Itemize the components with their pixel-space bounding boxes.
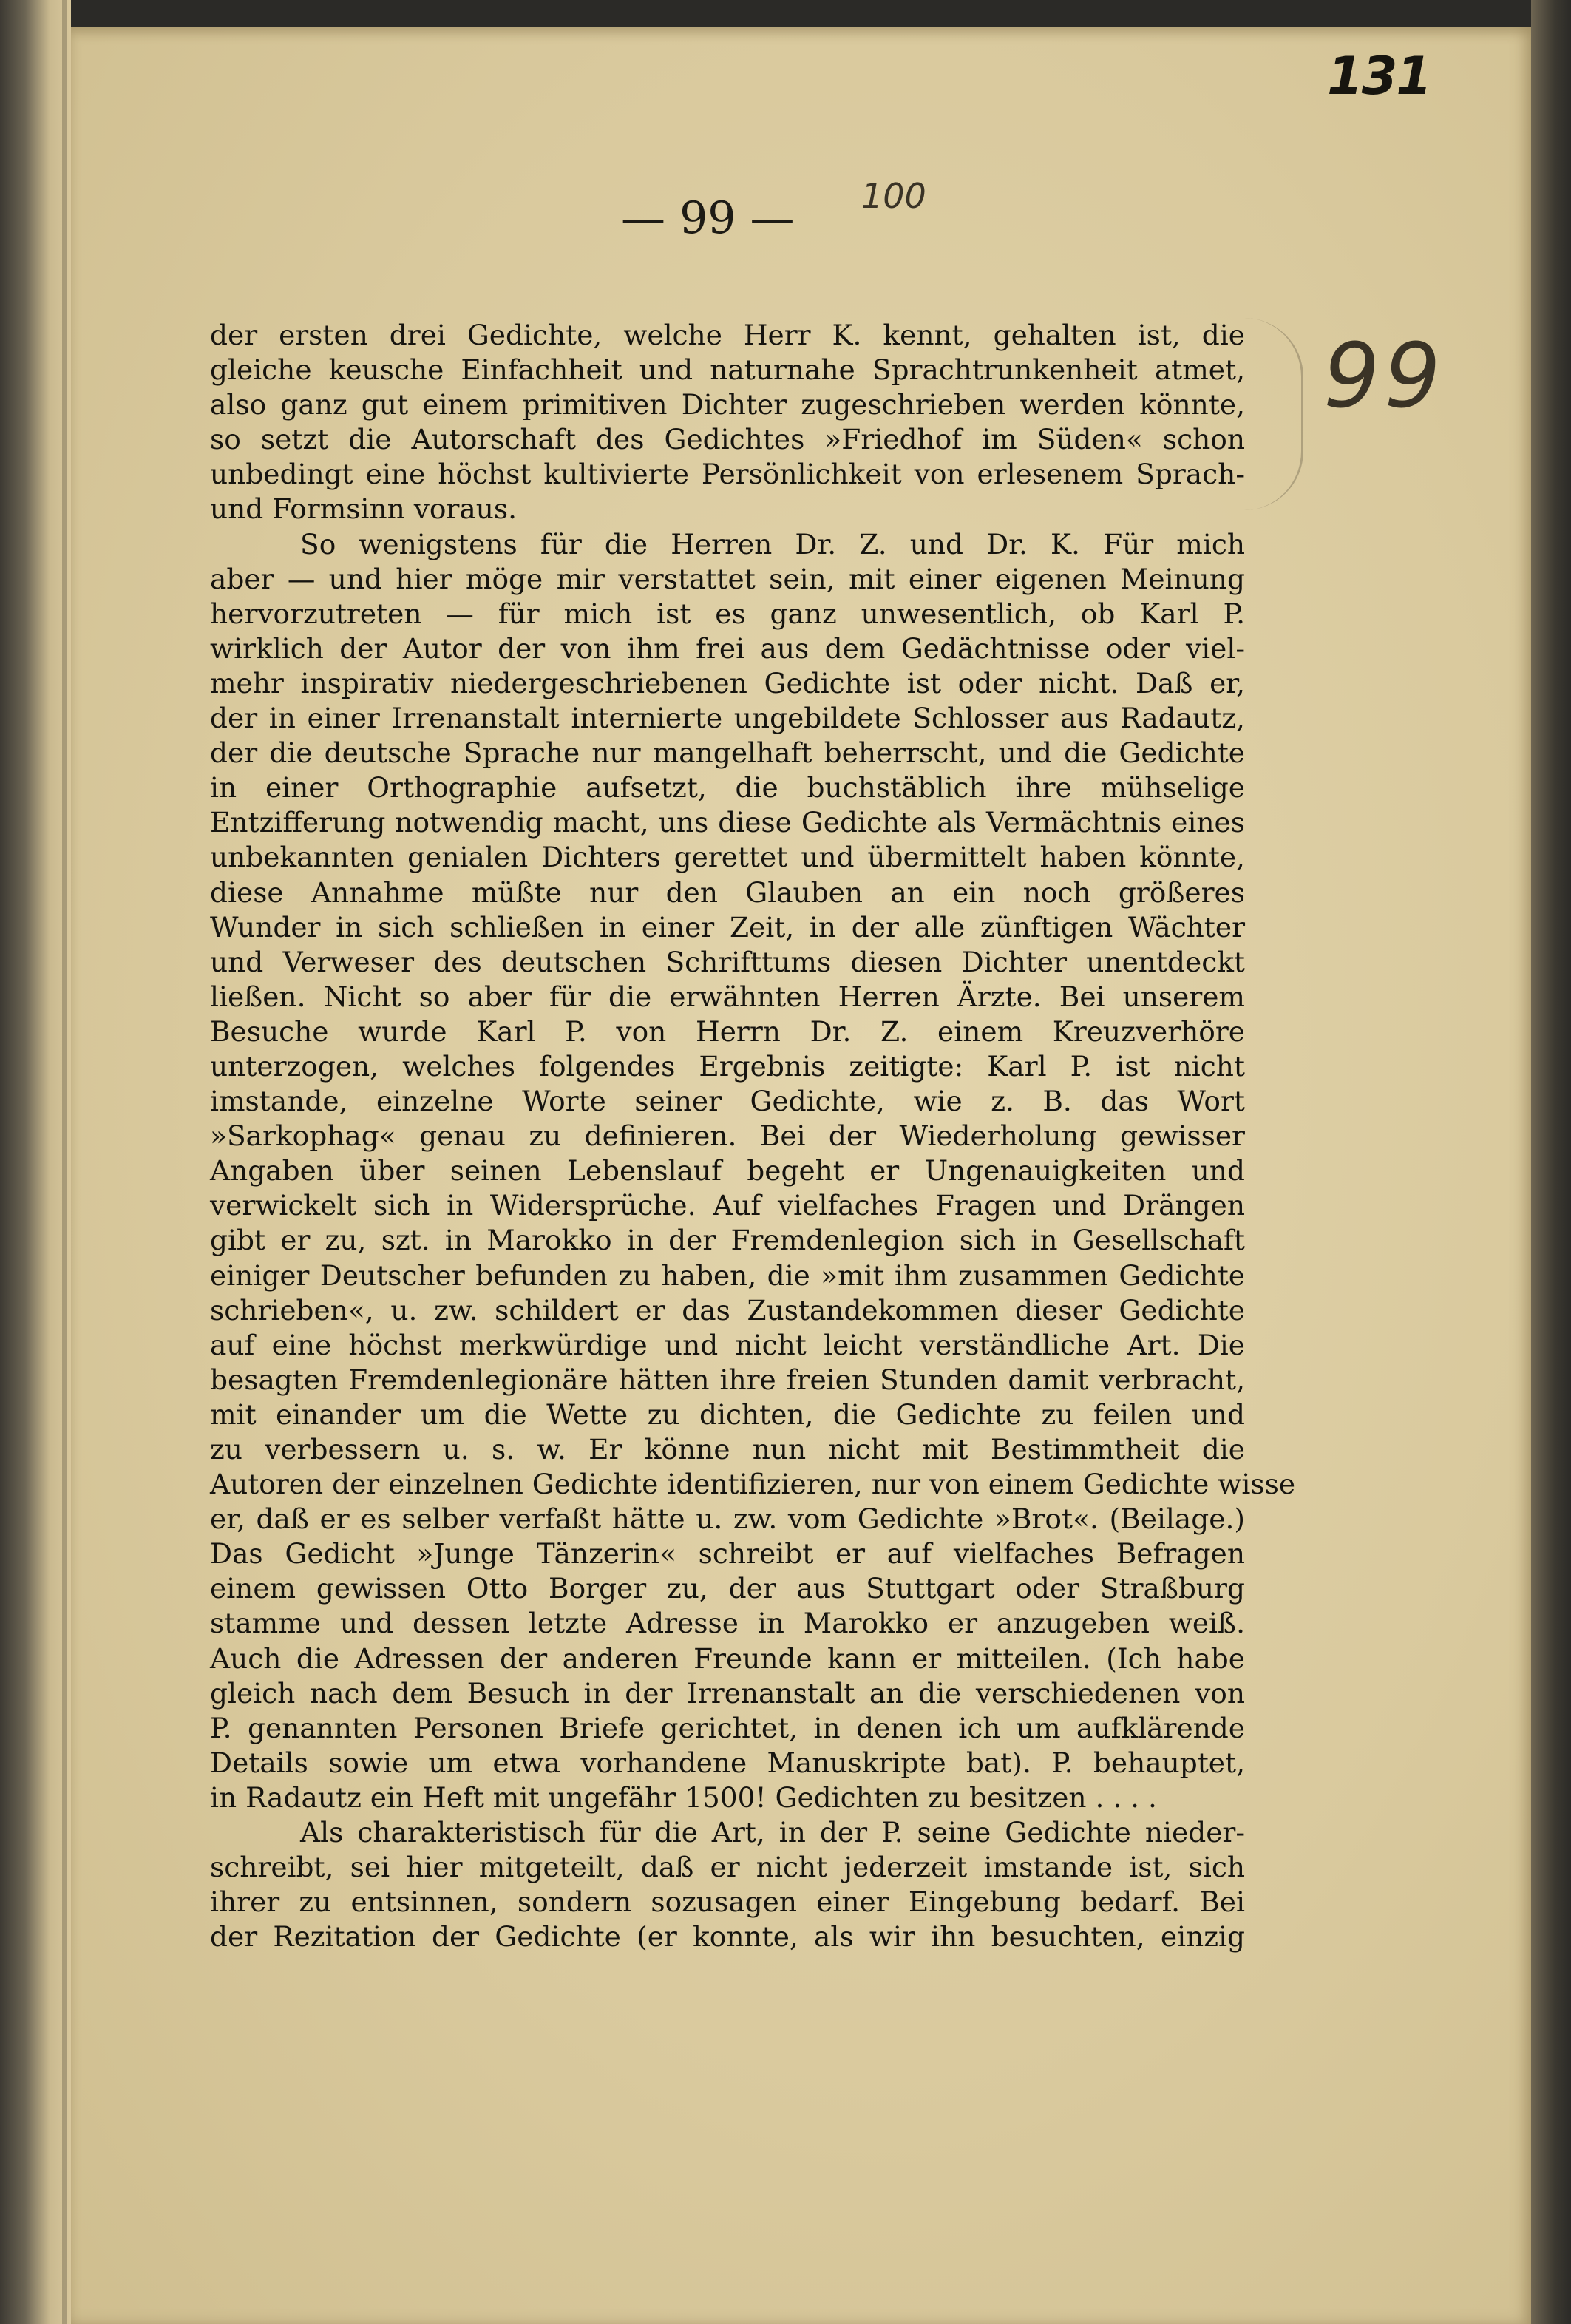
text-line: stamme und dessen letzte Adresse in Marokko er anzugeben weiß.	[210, 1607, 1245, 1640]
text-line: Besuche wurde Karl P. von Herrn Dr. Z. einem Kreuzverhöre	[210, 1014, 1245, 1048]
page-header-number: — 99 —	[621, 192, 795, 244]
text-line: unbekannten genialen Dichters gerettet und übermittelt haben könnte,	[210, 841, 1245, 874]
text-line: und Formsinn voraus.	[210, 492, 518, 526]
book-spine	[0, 0, 71, 2324]
text-line: mit einander um die Wette zu dichten, die Gedichte zu feilen und	[210, 1398, 1245, 1431]
text-line: Angaben über seinen Lebenslauf begeht er Ungenauigkeiten und	[210, 1154, 1245, 1188]
text-line: hervorzutreten — für mich ist es ganz unwesentlich, ob Karl P.	[210, 597, 1245, 630]
text-line: gleich nach dem Besuch in der Irrenanstalt an die verschiedenen von	[210, 1676, 1245, 1710]
text-line: Entzifferung notwendig macht, uns diese Gedichte als Vermächtnis eines	[210, 806, 1245, 839]
text-line: auf eine höchst merkwürdige und nicht leicht verständliche Art. Die	[210, 1328, 1245, 1361]
margin-bracket-mark	[1242, 318, 1303, 510]
text-line: Wunder in sich schließen in einer Zeit, in der alle zünftigen Wächter	[210, 910, 1245, 944]
text-line: in einer Orthographie aufsetzt, die buchstäblich ihre mühselige	[210, 771, 1245, 804]
text-line: ließen. Nicht so aber für die erwähnten Herren Ärzte. Bei unserem	[210, 980, 1245, 1013]
folio-number: 131	[1327, 46, 1431, 106]
text-line: verwickelt sich in Widersprüche. Auf vielfaches Fragen und Drängen	[210, 1189, 1245, 1222]
text-line: »Sarkophag« genau zu definieren. Bei der Wiederholung gewisser	[210, 1119, 1245, 1153]
text-line: Das Gedicht »Junge Tänzerin« schreibt er auf vielfaches Befragen	[210, 1537, 1245, 1571]
text-line: unterzogen, welches folgendes Ergebnis zeitigte: Karl P. ist nicht	[210, 1049, 1245, 1083]
text-line: einiger Deutscher befunden zu haben, die »mit ihm zusammen Gedichte	[210, 1258, 1245, 1292]
text-line: so setzt die Autorschaft des Gedichtes »Friedhof im Süden« schon	[210, 423, 1245, 456]
text-line: ihrer zu entsinnen, sondern sozusagen einer Eingebung bedarf. Bei	[210, 1886, 1245, 1919]
text-line: also ganz gut einem primitiven Dichter zugeschrieben werden könnte,	[210, 388, 1245, 421]
text-line: besagten Fremdenlegionäre hätten ihre freien Stunden damit verbracht,	[210, 1363, 1245, 1396]
text-line: er, daß er es selber verfaßt hätte u. zw. vom Gedichte »Brot«. (Beilage.)	[210, 1503, 1245, 1536]
text-line: P. genannten Personen Briefe gerichtet, in denen ich um aufklärende	[210, 1711, 1245, 1744]
text-line: der ersten drei Gedichte, welche Herr K. kennt, gehalten ist, die	[210, 319, 1245, 351]
handwritten-page-correction: 100	[861, 176, 926, 216]
text-line: und Verweser des deutschen Schrifttums diesen Dichter unentdeckt	[210, 945, 1245, 978]
handwritten-margin-note: 99	[1323, 325, 1445, 428]
text-line: schreibt, sei hier mitgeteilt, daß er nicht jederzeit imstande ist, sich	[210, 1851, 1245, 1884]
text-line: aber — und hier möge mir verstattet sein, mit einer eigenen Meinung	[210, 562, 1245, 595]
text-line: der die deutsche Sprache nur mangelhaft beherrscht, und die Gedichte	[210, 736, 1245, 770]
text-line: der Rezitation der Gedichte (er konnte, als wir ihn besuchten, einzig	[210, 1920, 1245, 1954]
text-line: Details sowie um etwa vorhandene Manuskripte bat). P. behauptet,	[210, 1746, 1245, 1779]
text-line: gibt er zu, szt. in Marokko in der Fremdenlegion sich in Gesellschaft	[210, 1224, 1245, 1257]
text-line: einem gewissen Otto Borger zu, der aus Stuttgart oder Straßburg	[210, 1572, 1245, 1605]
text-line: wirklich der Autor der von ihm frei aus dem Gedächtnisse oder viel-	[210, 631, 1245, 665]
text-line: mehr inspirativ niedergeschriebenen Gedichte ist oder nicht. Daß er,	[210, 666, 1245, 699]
text-line: der in einer Irrenanstalt internierte ungebildete Schlosser aus Radautz,	[210, 702, 1245, 735]
text-line: Autoren der einzelnen Gedichte identifizieren, nur von einem Gedichte wisse	[210, 1468, 1296, 1501]
page-edge-shadow	[1531, 0, 1571, 2324]
text-line: Auch die Adressen der anderen Freunde kann er mitteilen. (Ich habe	[210, 1642, 1245, 1675]
text-line: diese Annahme müßte nur den Glauben an ein noch größeres	[210, 875, 1245, 909]
body-text	[210, 318, 1296, 2019]
text-line: So wenigstens für die Herren Dr. Z. und Dr. K. Für mich	[300, 527, 1245, 560]
text-line: unbedingt eine höchst kultivierte Persönlichkeit von erlesenem Sprach-	[210, 458, 1245, 491]
text-line: imstande, einzelne Worte seiner Gedichte, wie z. B. das Wort	[210, 1085, 1245, 1118]
text-line: zu verbessern u. s. w. Er könne nun nicht mit Bestimmtheit die	[210, 1433, 1245, 1466]
text-line: schrieben«, u. zw. schildert er das Zustandekommen dieser Gedichte	[210, 1293, 1245, 1327]
text-line: gleiche keusche Einfachheit und naturnahe Sprachtrunkenheit atmet,	[210, 353, 1245, 387]
text-line: Als charakteristisch für die Art, in der P. seine Gedichte nieder-	[300, 1816, 1245, 1849]
text-line: in Radautz ein Heft mit ungefähr 1500! Gedichten zu besitzen . . . .	[210, 1781, 1157, 1814]
gutter-line	[62, 0, 67, 2324]
